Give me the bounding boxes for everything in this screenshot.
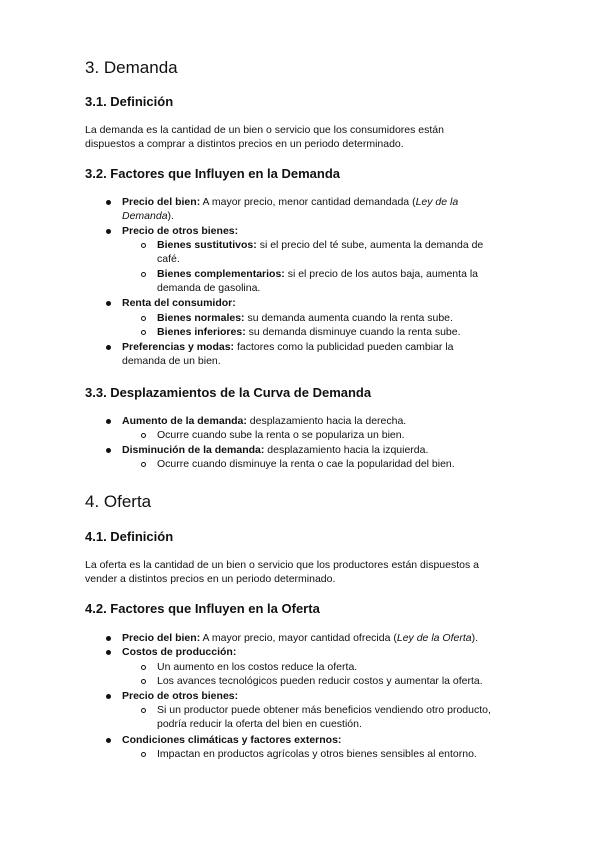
list-subitem: Bienes inferiores: su demanda disminuye cuando la renta sube. bbox=[157, 326, 461, 338]
bullet-icon bbox=[106, 650, 111, 655]
bullet-icon bbox=[106, 448, 111, 453]
section-4-1-title: 4.1. Definición bbox=[85, 529, 174, 544]
section-3-1-title: 3.1. Definición bbox=[85, 94, 174, 109]
list-subitem: Ocurre cuando sube la renta o se populariza un bien. bbox=[157, 429, 405, 441]
list-subitem: Impactan en productos agrícolas y otros bienes sensibles al entorno. bbox=[157, 748, 477, 760]
list-item: Aumento de la demanda: desplazamiento hacia la derecha. bbox=[122, 415, 407, 427]
list-item: Costos de producción: bbox=[122, 646, 237, 658]
supply-definition-line-1: La oferta es la cantidad de un bien o servicio que los productores están dispuestos a bbox=[85, 559, 480, 571]
list-subitem: Ocurre cuando disminuye la renta o cae la popularidad del bien. bbox=[157, 458, 455, 470]
supply-definition-line-2: vender a distintos precios en un periodo determinado. bbox=[85, 573, 336, 585]
list-item: Preferencias y modas: factores como la publicidad pueden cambiar la bbox=[122, 341, 454, 353]
sub-bullet-icon bbox=[141, 462, 146, 467]
list-item: Renta del consumidor: bbox=[122, 297, 236, 309]
section-3-2-title: 3.2. Factores que Influyen en la Demanda bbox=[85, 166, 341, 181]
list-subitem: Bienes complementarios: si el precio de los autos baja, aumenta la bbox=[157, 268, 478, 280]
sub-bullet-icon bbox=[141, 752, 146, 757]
bullet-icon bbox=[106, 694, 111, 699]
list-item-continuation: demanda de un bien. bbox=[122, 355, 221, 367]
list-item: Condiciones climáticas y factores externos: bbox=[122, 734, 342, 746]
sub-bullet-icon bbox=[141, 272, 146, 277]
bullet-icon bbox=[106, 200, 111, 205]
bullet-icon bbox=[106, 636, 111, 641]
list-item: Disminución de la demanda: desplazamiento hacia la izquierda. bbox=[122, 444, 429, 456]
list-subitem-continuation: demanda de gasolina. bbox=[157, 282, 261, 294]
bullet-icon bbox=[106, 419, 111, 424]
list-subitem: Bienes sustitutivos: si el precio del té sube, aumenta la demanda de bbox=[157, 239, 484, 251]
list-subitem: Los avances tecnológicos pueden reducir costos y aumentar la oferta. bbox=[157, 675, 483, 687]
list-subitem: Si un productor puede obtener más beneficios vendiendo otro producto, bbox=[157, 704, 491, 716]
section-4-title: 4. Oferta bbox=[85, 492, 152, 511]
list-item: Precio del bien: A mayor precio, menor cantidad demandada (Ley de la bbox=[122, 196, 459, 208]
list-subitem: Bienes normales: su demanda aumenta cuando la renta sube. bbox=[157, 312, 453, 324]
list-item: Precio de otros bienes: bbox=[122, 225, 239, 237]
bullet-icon bbox=[106, 738, 111, 743]
list-item: Precio del bien: A mayor precio, mayor cantidad ofrecida (Ley de la Oferta). bbox=[122, 632, 479, 644]
bullet-icon bbox=[106, 229, 111, 234]
sub-bullet-icon bbox=[141, 330, 146, 335]
sub-bullet-icon bbox=[141, 665, 146, 670]
section-4-2-title: 4.2. Factores que Influyen en la Oferta bbox=[85, 601, 320, 616]
sub-bullet-icon bbox=[141, 433, 146, 438]
list-subitem-continuation: café. bbox=[157, 253, 180, 265]
demand-definition-line-2: dispuestos a comprar a distintos precios en un periodo determinado. bbox=[85, 138, 404, 150]
section-3-3-title: 3.3. Desplazamientos de la Curva de Demanda bbox=[85, 385, 372, 400]
sub-bullet-icon bbox=[141, 316, 146, 321]
bullet-icon bbox=[106, 345, 111, 350]
list-subitem: Un aumento en los costos reduce la oferta. bbox=[157, 661, 358, 673]
bullet-icon bbox=[106, 301, 111, 306]
sub-bullet-icon bbox=[141, 243, 146, 248]
sub-bullet-icon bbox=[141, 679, 146, 684]
demand-definition-line-1: La demanda es la cantidad de un bien o servicio que los consumidores están bbox=[85, 124, 444, 136]
sub-bullet-icon bbox=[141, 708, 146, 713]
section-3-title: 3. Demanda bbox=[85, 58, 178, 77]
list-item: Precio de otros bienes: bbox=[122, 690, 239, 702]
list-item-continuation: Demanda). bbox=[122, 210, 174, 222]
list-subitem-continuation: podría reducir la oferta del bien en cuestión. bbox=[157, 718, 362, 730]
